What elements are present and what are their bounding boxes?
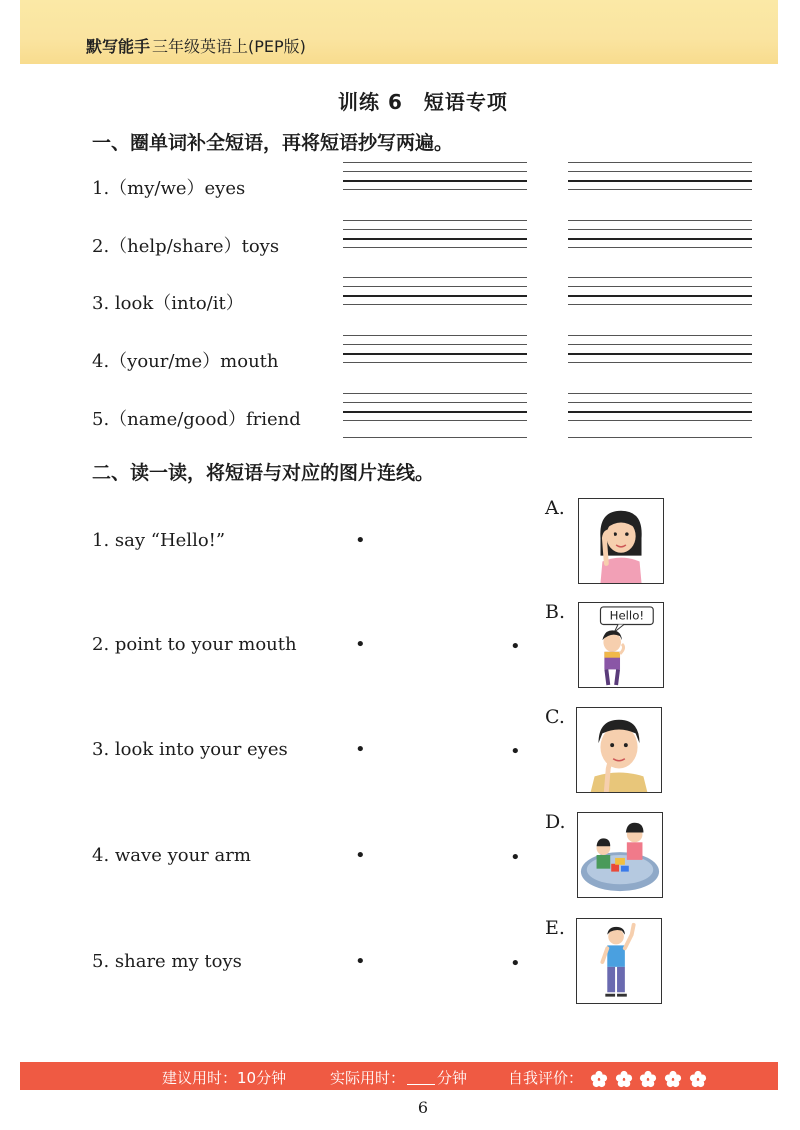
match-phrase-3: 3. look into your eyes	[92, 739, 288, 760]
picture-d-share-toys	[577, 812, 663, 898]
actual-time-blank[interactable]	[407, 1084, 435, 1085]
match-dot-left-1[interactable]: •	[355, 530, 366, 551]
fill-item-3: 3. look（into/it）	[92, 293, 244, 314]
flower-icon[interactable]	[590, 1070, 608, 1088]
match-dot-left-4[interactable]: •	[355, 845, 366, 866]
page-number: 6	[417, 1098, 429, 1117]
picture-e-boy-wave	[576, 918, 662, 1004]
match-dot-right-b[interactable]: •	[510, 636, 521, 657]
brand-name: 默写能手	[86, 37, 151, 56]
flower-icon[interactable]	[689, 1070, 707, 1088]
match-phrase-1: 1. say “Hello!”	[92, 530, 226, 551]
match-dot-right-d[interactable]: •	[510, 847, 521, 868]
option-letter-a: A.	[545, 497, 565, 519]
hello-bubble-text: Hello!	[609, 608, 645, 623]
actual-time	[330, 1067, 467, 1088]
picture-b-girl-hello	[578, 602, 664, 688]
picture-a-girl-eyes	[578, 498, 664, 584]
picture-c-boy-mouth	[576, 707, 662, 793]
fill-item-5: 5.（name/good）friend	[92, 409, 301, 430]
match-phrase-2: 2. point to your mouth	[92, 634, 297, 655]
flower-icon[interactable]	[664, 1070, 682, 1088]
fill-item-1: 1.（my/we）eyes	[92, 178, 246, 199]
self-evaluation	[508, 1067, 707, 1088]
match-dot-left-5[interactable]: •	[355, 951, 366, 972]
option-letter-e: E.	[545, 917, 565, 939]
match-phrase-4: 4. wave your arm	[92, 845, 251, 866]
match-dot-left-3[interactable]: •	[355, 739, 366, 760]
header-text	[86, 34, 306, 57]
fill-item-4: 4.（your/me）mouth	[92, 351, 279, 372]
flower-icon[interactable]	[639, 1070, 657, 1088]
match-dot-right-e[interactable]: •	[510, 953, 521, 974]
actual-time-label: 实际用时：	[330, 1069, 406, 1087]
match-dot-right-c[interactable]: •	[510, 741, 521, 762]
flower-icon[interactable]	[615, 1070, 633, 1088]
option-letter-c: C.	[545, 706, 565, 728]
match-dot-left-2[interactable]: •	[355, 634, 366, 655]
section2-heading: 二、读一读，将短语与对应的图片连线。	[92, 462, 435, 484]
page-title: 训练 6 短语专项	[338, 90, 508, 114]
option-letter-b: B.	[545, 601, 566, 623]
option-letter-d: D.	[545, 811, 566, 833]
section1-heading: 一、圈单词补全短语，再将短语抄写两遍。	[92, 132, 454, 154]
self-evaluation-label: 自我评价：	[508, 1069, 584, 1087]
fill-item-2: 2.（help/share）toys	[92, 236, 280, 257]
book-subtitle: 三年级英语上(PEP版)	[152, 37, 306, 56]
actual-time-unit: 分钟	[437, 1069, 468, 1087]
match-phrase-5: 5. share my toys	[92, 951, 242, 972]
suggested-time: 建议用时：10分钟	[162, 1069, 287, 1087]
